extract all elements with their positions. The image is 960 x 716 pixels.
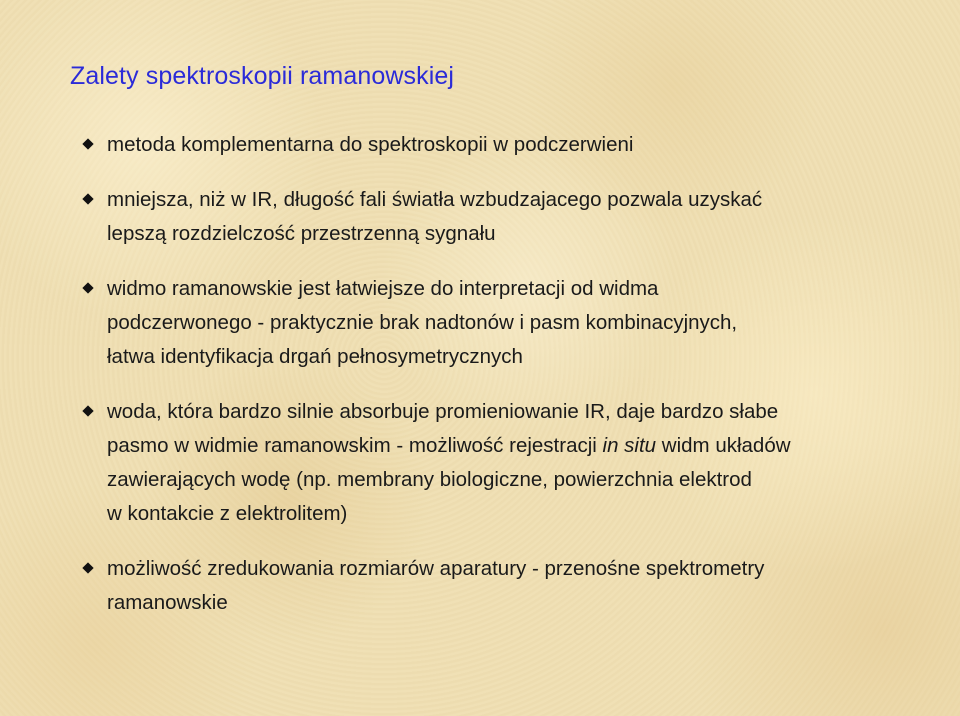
bullet-text-italic: in situ — [602, 434, 657, 457]
bullet-line: lepszą rozdzielczość przestrzenną sygnału — [107, 222, 496, 245]
bullet-item — [82, 552, 912, 620]
bullet-line: podczerwonego - praktycznie brak nadtonów i pasm kombinacyjnych, — [107, 311, 738, 334]
bullet-line: możliwość zredukowania rozmiarów aparatury - przenośne spektrometry — [107, 557, 765, 580]
bullet-list — [82, 128, 912, 641]
bullet-item — [82, 272, 912, 374]
bullet-line: łatwa identyfikacja drgań pełnosymetrycznych — [107, 345, 523, 368]
bullet-item — [82, 183, 912, 251]
bullet-item — [82, 395, 912, 531]
bullet-line: w kontakcie z elektrolitem) — [107, 502, 348, 525]
bullet-line: widmo ramanowskie jest łatwiejsze do interpretacji od widma — [107, 277, 659, 300]
diamond-bullet-icon — [82, 405, 93, 416]
bullet-item — [82, 128, 912, 162]
bullet-line: ramanowskie — [107, 591, 228, 614]
bullet-line: mniejsza, niż w IR, długość fali światła wzbudzajacego pozwala uzyskać — [107, 188, 763, 211]
diamond-bullet-icon — [82, 562, 93, 573]
bullet-text: pasmo w widmie ramanowskim - możliwość rejestracji — [107, 434, 603, 457]
bullet-line: zawierających wodę (np. membrany biologiczne, powierzchnia elektrod — [107, 468, 752, 491]
bullet-line: metoda komplementarna do spektroskopii w podczerwieni — [107, 133, 634, 156]
bullet-line — [107, 429, 912, 463]
diamond-bullet-icon — [82, 138, 93, 149]
bullet-line: woda, która bardzo silnie absorbuje promieniowanie IR, daje bardzo słabe — [107, 400, 779, 423]
bullet-text: widm układów — [656, 434, 791, 457]
diamond-bullet-icon — [82, 193, 93, 204]
slide-title: Zalety spektroskopii ramanowskiej — [70, 62, 455, 90]
diamond-bullet-icon — [82, 282, 93, 293]
